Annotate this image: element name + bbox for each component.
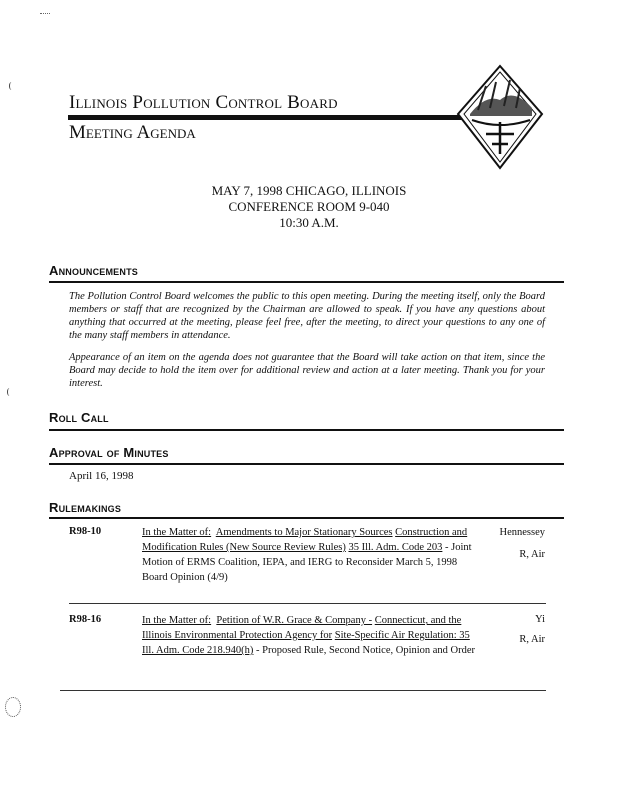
matter-title-2: Connecticut, and the Illinois Environmental Protection Agency for: [142, 615, 462, 641]
rulemaking-description: [142, 525, 477, 585]
rulemakings-heading: Rulemakings: [49, 500, 122, 515]
docket-number: R98-10: [69, 526, 102, 537]
matter-title-1: Petition of W.R. Grace & Company -: [216, 615, 373, 626]
header-rule: [68, 115, 478, 120]
matter-title-1: Amendments to Major Stationary Sources: [215, 527, 393, 538]
board-member: Yi: [535, 614, 545, 625]
roll-call-heading: Roll Call: [49, 410, 109, 425]
item-divider: [60, 690, 546, 691]
scan-speck: [9, 82, 14, 90]
scan-speck: [7, 388, 12, 396]
docket-number: R98-16: [69, 614, 102, 625]
matter-citation: 35 Ill. Adm. Code 203: [348, 542, 443, 553]
approval-heading: Approval of Minutes: [49, 445, 169, 460]
section-rule: [49, 281, 564, 283]
minutes-date: April 16, 1998: [69, 470, 134, 482]
rulemaking-description: [142, 613, 477, 658]
board-logo: [456, 64, 544, 170]
announcements-paragraph-1: The Pollution Control Board welcomes the public to this open meeting. During the meeting itself, only the Board members or staff that are recognized by the Chairman are allowed to speak. If you have any questions about anything that occurred at the meeting, please feel free, after the meeting, to direct your questions to any one of the many staff members in attendance.: [69, 291, 545, 341]
announcements-heading: Announcements: [49, 263, 138, 278]
section-rule: [49, 463, 564, 465]
matter-citation: Site-Specific Air Regulation: 35 Ill. Adm. Code 218.940(h): [142, 630, 470, 656]
meeting-date-location: MAY 7, 1998 CHICAGO, ILLINOIS: [211, 183, 407, 198]
matter-rest: - Proposed Rule, Second Notice, Opinion and Order: [253, 645, 476, 656]
org-name: Illinois Pollution Control Board: [69, 92, 338, 113]
meeting-info: [0, 183, 618, 231]
matter-rest: - Joint Motion of ERMS Coalition, IEPA, and IERG to Reconsider March 5, 1998 Board Opinion (4/9): [142, 542, 472, 583]
matter-intro: In the Matter of:: [142, 615, 212, 626]
scan-mark: [40, 13, 50, 19]
section-rule: [49, 429, 564, 431]
meeting-time: 10:30 A.M.: [279, 215, 339, 230]
scan-stamp: [5, 697, 21, 717]
rule-type: R, Air: [519, 549, 545, 560]
board-member: Hennessey: [499, 527, 545, 538]
announcements-paragraph-2: Appearance of an item on the agenda does not guarantee that the Board will take action on that item, since the Board may decide to hold the item over for additional review and action at a later meeting. Thank you for your interest.: [69, 352, 545, 389]
item-divider: [69, 603, 546, 604]
rule-type: R, Air: [519, 634, 545, 645]
matter-title-2: Construction and Modification Rules (New Source Review Rules): [142, 527, 468, 553]
matter-intro: In the Matter of:: [142, 527, 212, 538]
agenda-subtitle: Meeting Agenda: [69, 122, 196, 143]
section-rule: [49, 517, 564, 519]
meeting-room: CONFERENCE ROOM 9-040: [228, 199, 390, 214]
